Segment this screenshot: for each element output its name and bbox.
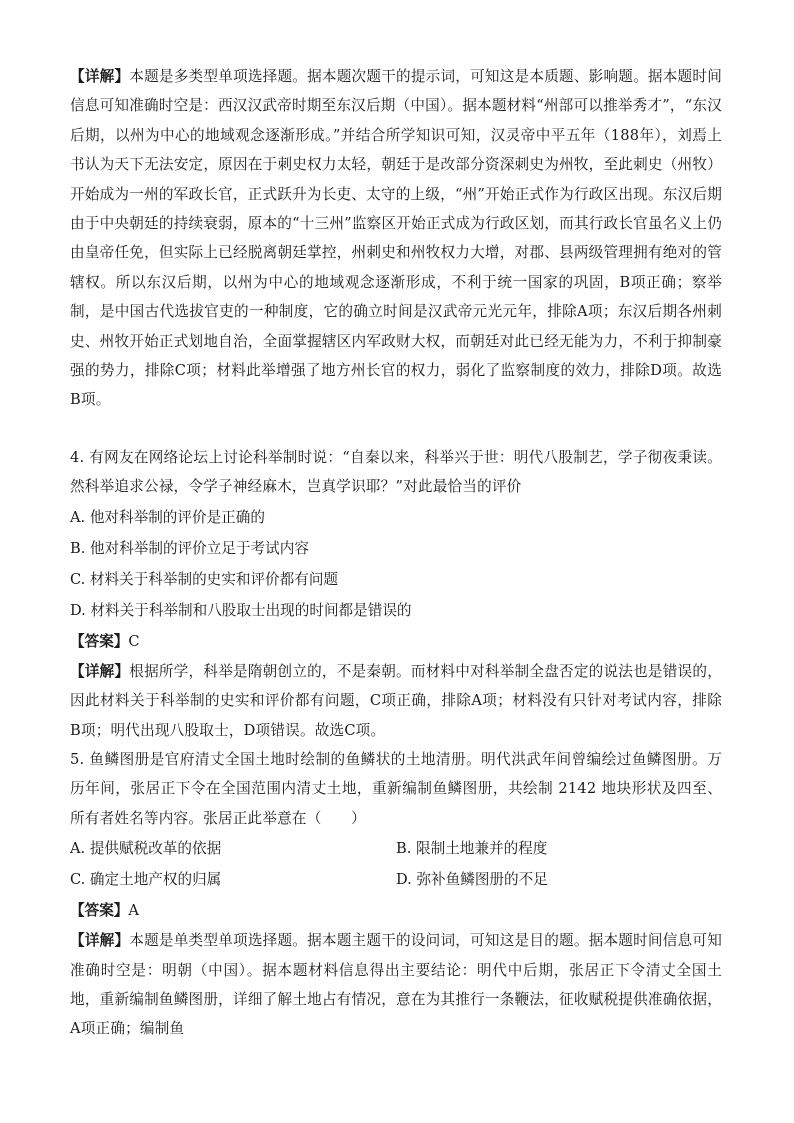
- question-4-explanation: [70, 657, 722, 745]
- answer-label: 【答案】: [70, 632, 129, 650]
- question-4-option-b: B. 他对科举制的评价立足于考试内容: [70, 539, 309, 557]
- question-5-option-b: B. 限制土地兼并的程度: [396, 840, 548, 858]
- document-page: [70, 62, 722, 1044]
- question-5-answer: [70, 895, 722, 926]
- question-5-explanation: [70, 926, 722, 1044]
- question-5-options-row-2: [70, 864, 722, 895]
- question-4-option-c: C. 材料关于科举制的史实和评价都有问题: [70, 570, 339, 588]
- question-4-option-d: D. 材料关于科举制和八股取士出现的时间都是错误的: [70, 601, 412, 619]
- question-5-option-d: D. 弥补鱼鳞图册的不足: [396, 871, 548, 889]
- explanation-text: 本题是单类型单项选择题。据本题主题干的设问词，可知这是目的题。据本题时间信息可知准确时空是：明朝（中国）。据本题材料信息得出主要结论：明代中后期，张居正下令清丈全国土地，重新编制鱼鳞图册，详细了解土地占有情况，意在为其推行一条鞭法，征收赋税提供准确依据，A项正确；编制鱼: [70, 932, 722, 1038]
- explanation-text: 根据所学，科举是隋朝创立的，不是秦朝。而材料中对科举制全盘否定的说法也是错误的，因此材料关于科举制的史实和评价都有问题，C项正确，排除A项；材料没有只针对考试内容，排除B项；明代出现八股取士，D项错误。故选C项。: [70, 662, 722, 739]
- spacer: [70, 415, 722, 443]
- explanation-label: 【详解】: [70, 662, 130, 680]
- explanation-label: 【详解】: [70, 68, 130, 85]
- question-5-options-row-1: [70, 833, 722, 864]
- question-5-stem: 5. 鱼鳞图册是官府清丈全国土地时绘制的鱼鳞状的土地清册。明代洪武年间曾编绘过鱼鳞图册。万历年间，张居正下令在全国范围内清丈土地，重新编制鱼鳞图册，共绘制 2142 地块形状及四至、所有者姓名等内容。张居正此举意在（ ）: [70, 750, 722, 827]
- answer-value: C: [128, 632, 140, 650]
- answer-value: A: [128, 902, 139, 920]
- question-5-option-a: A. 提供赋税改革的依据: [70, 840, 222, 858]
- explanation-text: 本题是多类型单项选择题。据本题次题干的提示词，可知这是本质题、影响题。据本题时间信息可知准确时空是：西汉汉武帝时期至东汉后期（中国）。据本题材料“州部可以推举秀才”，“东汉后期，以州为中心的地域观念逐渐形成。”并结合所学知识可知，汉灵帝中平五年（188年），刘焉上书认为天下无法安定，原因在于刺史权力太轻，朝廷于是改部分资深刺史为州牧，至此刺史（州牧）开始成为一州的军政长官，正式跃升为长吏、太守的上级，“州”开始正式作为行政区出现。东汉后期由于中央朝廷的持续衰弱，原本的“十三州”监察区开始正式成为行政区划，而其行政长官虽名义上仍由皇帝任免，但实际上已经脱离朝廷掌控，州刺史和州牧权力大增，对郡、县两级管理拥有绝对的管辖权。所以东汉后期，以州为中心的地域观念逐渐形成，不利于统一国家的巩固，B项正确；察举制，是中国古代选拔官吏的一种制度，它的确立时间是汉武帝元光元年，排除A项；东汉后期各州刺史、州牧开始正式划地自治，全面掌握辖区内军政财大权，而朝廷对此已经无能为力，不利于抑制豪强的势力，排除C项；材料此举增强了地方州长官的权力，弱化了监察制度的效力，排除D项。故选B项。: [70, 68, 722, 409]
- question-4-stem: 4. 有网友在网络论坛上讨论科举制时说：“自秦以来，科举兴于世：明代八股制艺，学子彻夜秉读。然科举追求公禄，令学子神经麻木，岂真学识耶？”对此最恰当的评价: [70, 448, 722, 496]
- explanation-label: 【详解】: [70, 932, 130, 950]
- question-4-option-a: A. 他对科举制的评价是正确的: [70, 508, 265, 526]
- explanation-paragraph-q3: [70, 62, 722, 415]
- question-4-answer: [70, 626, 722, 657]
- question-5-option-c: C. 确定土地产权的归属: [70, 871, 222, 889]
- answer-label: 【答案】: [70, 902, 129, 920]
